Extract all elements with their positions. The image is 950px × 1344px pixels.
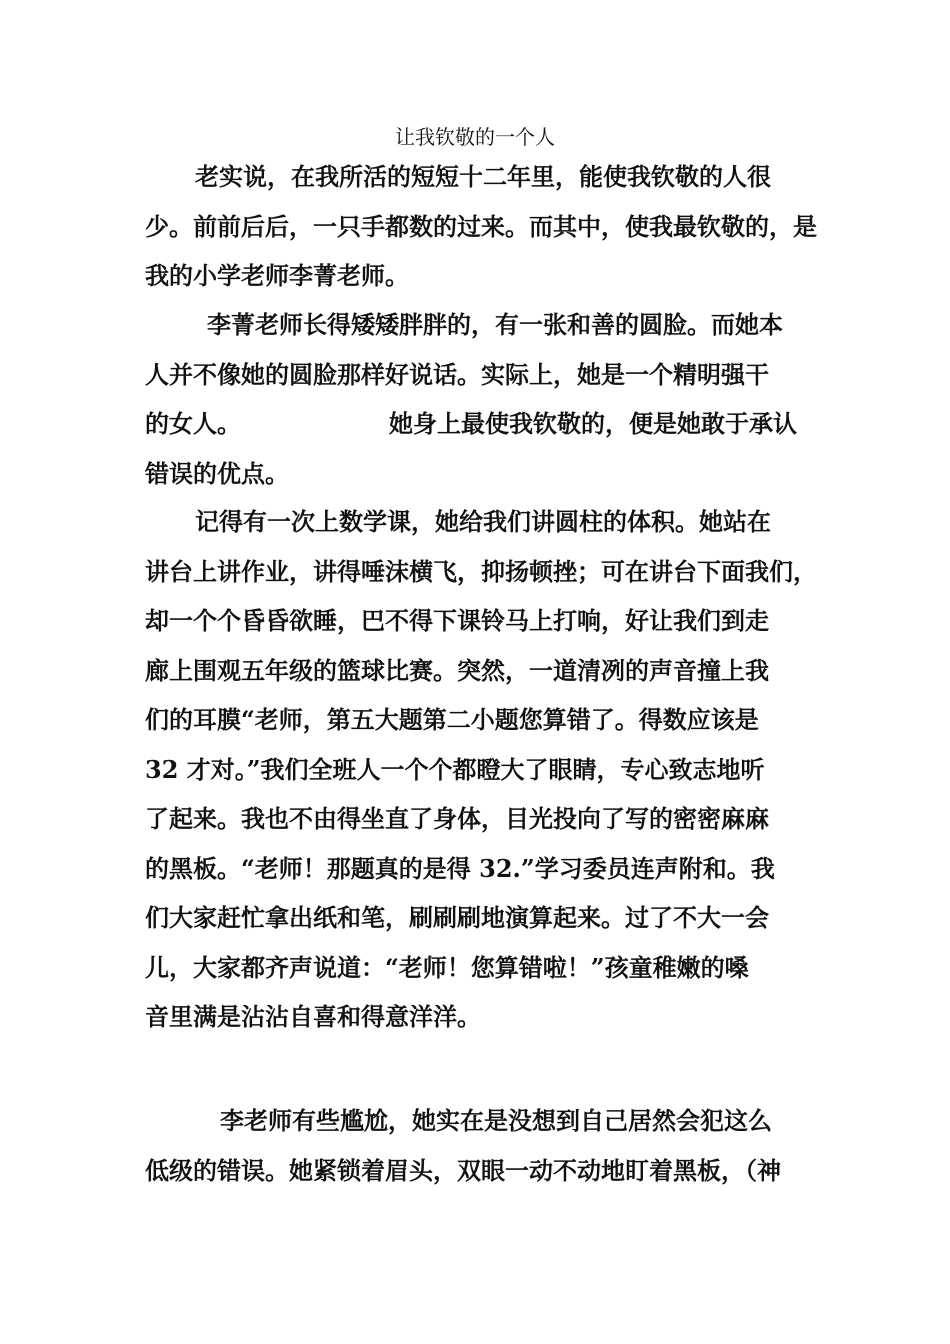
paragraph-line: 却一个个昏昏欲睡，巴不得下课铃马上打响，好让我们到走 (145, 606, 769, 635)
paragraph-line: 音里满是沾沾自喜和得意洋洋。 (145, 1002, 481, 1031)
paragraph-3 (145, 497, 817, 1042)
paragraph-2 (145, 300, 810, 498)
paragraph-line: 李老师有些尴尬，她实在是没想到自己居然会犯这么 (220, 1106, 772, 1135)
paragraph-line-part: 她身上最使我钦敬的，便是她敢于承认 (389, 409, 797, 438)
paragraph-line: 讲台上讲作业，讲得唾沫横飞，抑扬顿挫；可在讲台下面我们， (145, 556, 817, 586)
paragraph-line: 32 才对。”我们全班人一个个都瞪大了眼睛，专心致志地听 (145, 754, 765, 784)
paragraph-line: 老实说，在我所活的短短十二年里，能使我钦敬的人很 (195, 162, 771, 191)
paragraph-line: 少。前前后后，一只手都数的过来。而其中，使我最钦敬的，是 (145, 211, 817, 241)
paragraph-line-part: 的女人。 (145, 409, 241, 438)
paragraph-4 (145, 1096, 810, 1195)
paragraph-line: 廊上围观五年级的篮球比赛。突然，一道清冽的声音撞上我 (145, 655, 769, 685)
paragraph-line: 记得有一次上数学课，她给我们讲圆柱的体积。她站在 (195, 507, 771, 536)
paragraph-1 (145, 152, 817, 301)
paragraph-line: 李菁老师长得矮矮胖胖的，有一张和善的圆脸。而她本 (207, 310, 783, 339)
document-title: 让我钦敬的一个人 (395, 125, 555, 149)
paragraph-line: 的黑板。“老师！那题真的是得 32.”学习委员连声附和。我 (145, 853, 775, 883)
paragraph-line: 人并不像她的圆脸那样好说话。实际上，她是一个精明强干 (145, 359, 769, 389)
paragraph-line: 低级的错误。她紧锁着眉头，双眼一动不动地盯着黑板，（神 (145, 1155, 781, 1185)
paragraph-line: 了起来。我也不由得坐直了身体，目光投向了写的密密麻麻 (145, 804, 769, 833)
paragraph-line: 们大家赶忙拿出纸和笔，刷刷刷地演算起来。过了不大一会 (145, 903, 769, 932)
paragraph-line: 们的耳膜“老师，第五大题第二小题您算错了。得数应该是 (145, 705, 759, 734)
paragraph-line: 错误的优点。 (145, 458, 289, 488)
paragraph-line-split (145, 399, 810, 449)
paragraph-line: 我的小学老师李菁老师。 (145, 261, 409, 290)
paragraph-line: 儿，大家都齐声说道：“老师！您算错啦！”孩童稚嫩的嗓 (145, 952, 749, 982)
